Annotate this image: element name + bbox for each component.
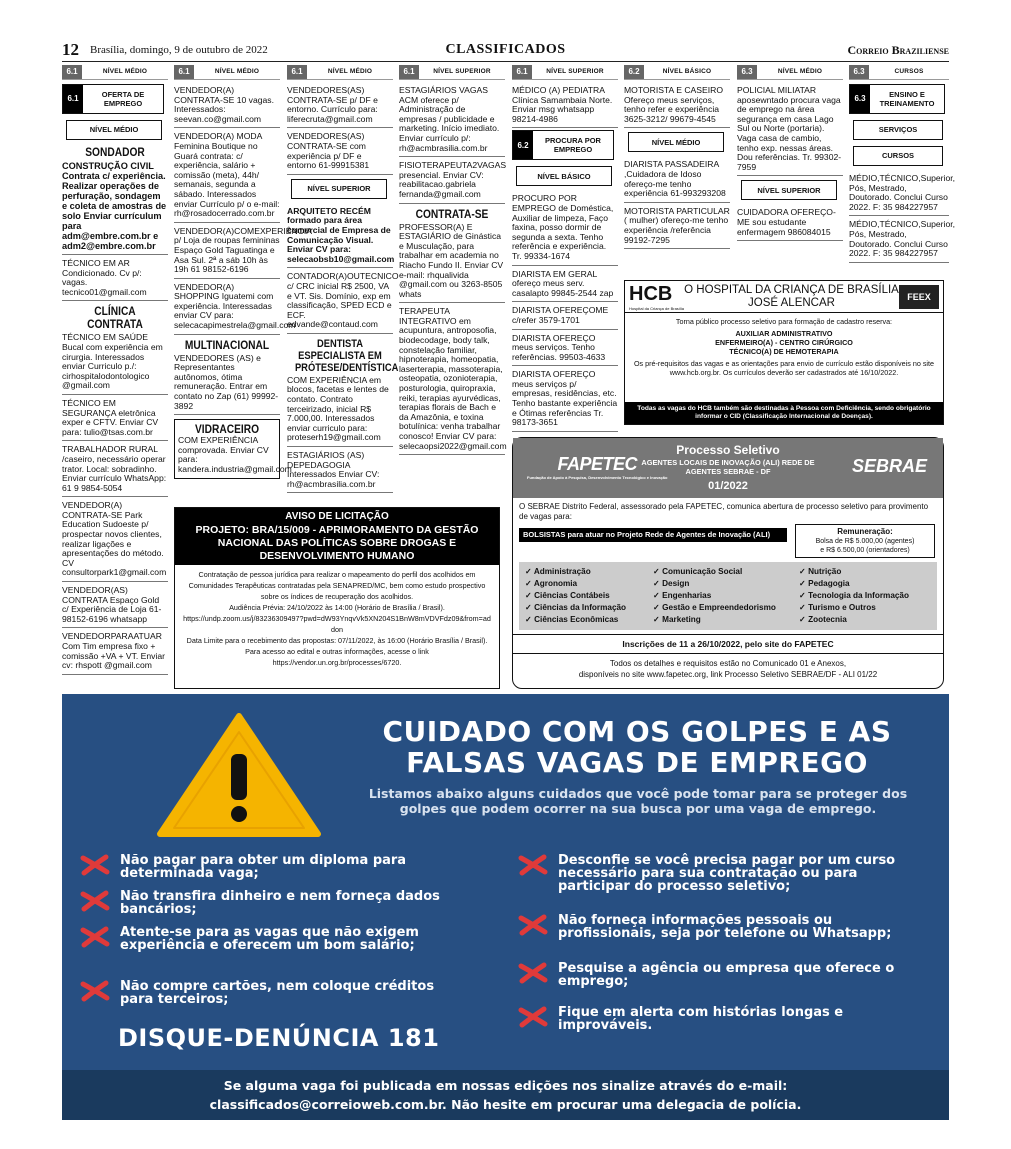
fapetec-link[interactable]: disponíveis no site www.fapetec.org, link Processo Seletivo SEBRAE/DF - ALI 01/22 <box>578 670 878 679</box>
fapetec-row <box>513 524 943 558</box>
ad-heading: CONTRATA-SE <box>415 206 489 221</box>
red-x-icon <box>518 854 548 876</box>
area-item: ✓ Gestão e Empreendedorismo <box>653 602 799 614</box>
scam-tip-text: Não transfira dinheiro e nem forneça dados bancários; <box>120 889 440 917</box>
classified-ad: FISIOTERAPEUTA2VAGAS presencial. Enviar CV: reabilitacao.gabriela fernanda@gmail.com <box>399 159 505 203</box>
classified-ad: CONTADOR(A)OUTECNICO c/ CRC inicial R$ 2500, VA e VT. Sis. Domínio, exp em classificação, SPED ECD e ECF. edvande@contaud.com <box>287 270 393 334</box>
column-tag: 6.2 NÍVEL BÁSICO <box>624 64 730 80</box>
scam-tip <box>518 854 898 893</box>
red-x-icon <box>80 926 110 948</box>
scam-tip-text: Não compre cartões, nem coloque créditos para terceiros; <box>120 979 435 1007</box>
bid-notice-header <box>175 508 499 565</box>
bid-notice-title: AVISO DE LICITAÇÃO <box>285 511 389 522</box>
subcategory-box: NÍVEL BÁSICO <box>516 166 612 186</box>
fapetec-areas <box>519 562 937 630</box>
boxed-ad <box>174 419 292 478</box>
classified-ad: VENDEDORPARAATUAR Com Tim empresa fixo + comissão +VA + VT. Enviar cv: rhspott @gmail.com <box>62 630 168 674</box>
classified-ad: VENDEDORES(AS) CONTRATA-SE p/ DF e entorno. Currículo para: liferecruta@gmail.com <box>287 84 393 128</box>
fapetec-edition: 01/2022 <box>708 480 748 492</box>
column-tag: 6.1 NÍVEL SUPERIOR <box>512 64 618 80</box>
fapetec-agents: AGENTES LOCAIS DE INOVAÇÃO (ALI) REDE DE AGENTES SEBRAE - DF <box>641 458 815 476</box>
fapetec-intro: O SEBRAE Distrito Federal, assessorado pela FAPETEC, comunica abertura de processo seletivo para provimento de vagas para: <box>519 502 929 521</box>
hcb-header <box>625 281 943 313</box>
scam-tip-text: Fique em alerta com histórias longas e improváveis. <box>558 1005 844 1033</box>
classified-ad: DIARISTA OFEREÇOME c/refer 3579-1701 <box>512 304 618 329</box>
bid-notice-body <box>175 565 499 672</box>
classified-ad: VENDEDOR(A)COMEXPERIÊNCIA p/ Loja de roupas femininas Espaço Gold Taguatinga e Asa Sul. 2ª a sáb 10h às 19h 61 98152-6196 <box>174 225 280 279</box>
scam-tip <box>518 914 898 940</box>
hcb-body <box>625 313 943 381</box>
red-x-icon <box>80 854 110 876</box>
classified-ad: MOTORISTA PARTICULAR ( mulher) ofereço-me tenho experiência /referência 99192-7295 <box>624 205 730 249</box>
classified-ad: VENDEDORES (AS) e Representantes autônomos, ótima remuneração. Entrar em contato no Zap (61) 99992-3892 <box>174 352 280 416</box>
classified-ad: DIARISTA OFEREÇO meus serviços p/ empresas, residências, etc. Tenho bastante experiência e Ótimas referências Tr. 98173-3651 <box>512 368 618 432</box>
scam-tip <box>80 926 450 952</box>
classified-ad: MÉDIO,TÉCNICO,Superior, Pós, Mestrado, Doutorado. Conclui Curso 2022. F: 35 984227957 <box>849 218 949 262</box>
fapetec-more: Todos os detalhes e requisitos estão no Comunicado 01 e Anexos, disponíveis no site www.fapetec.org, link Processo Seletivo SEBRAE/DF - ALI 01/22 <box>513 653 943 684</box>
classified-ad: ESTAGIÁRIOS VAGAS ACM oferece p/ Administração de empresas / publicidade e marketing. Início imediato. Enviar currículo p/: rh@acmbrasilia.com.br <box>399 84 505 157</box>
area-item: ✓ Agronomia <box>525 578 653 590</box>
column-3 <box>287 64 399 502</box>
bid-notice-link[interactable]: https://undp.zoom.us/j/83236309497?pwd=dW93YnqvVk5XN204S1BnW8mVDVFdz09&from=addon <box>183 614 491 634</box>
bid-notice-text: Para acesso ao edital e outras informações, acesse o link https://vendor.un.org.br/processes/6720. <box>245 647 429 667</box>
scam-tip <box>518 1006 898 1032</box>
column-tag: 6.1 NÍVEL SUPERIOR <box>399 64 505 80</box>
classified-ad: VENDEDOR(AS) CONTRATA Espaço Gold c/ Experiência de Loja 61-98152-6196 whatsapp <box>62 584 168 628</box>
column-tag: 6.1 NÍVEL MÉDIO <box>174 64 280 80</box>
area-item: ✓ Nutrição <box>799 566 931 578</box>
hcb-logo: HCB Hospital da Criança de Brasília <box>629 282 684 311</box>
area-item: ✓ Marketing <box>653 614 799 626</box>
edition-date: Brasília, domingo, 9 de outubro de 2022 <box>90 44 268 56</box>
column-tag: 6.3 NÍVEL MÉDIO <box>737 64 843 80</box>
scam-tip <box>518 962 898 988</box>
page-header <box>62 40 949 62</box>
page-number: 12 <box>62 40 79 59</box>
red-x-icon <box>518 914 548 936</box>
red-x-icon <box>518 1006 548 1028</box>
subcategory-box: NÍVEL SUPERIOR <box>291 179 387 199</box>
classified-ad: CUIDADORA OFEREÇO-ME sou estudante enfermagem 986084015 <box>737 206 843 241</box>
ad-heading: SONDADOR <box>85 145 145 159</box>
red-x-icon <box>80 980 110 1002</box>
ad-heading: MULTINACIONAL <box>184 337 270 352</box>
classified-ad: PROFESSOR(A) E ESTAGIÁRIO de Ginástica e Musculação, para trabalhar em academia no Riacho Fundo II. Enviar CV e-mail: rhqualivida @gmail.com ou 3263-8505 whats <box>399 221 505 304</box>
fapetec-header <box>513 438 943 498</box>
column-tag: 6.3 CURSOS <box>849 64 949 80</box>
area-item: ✓ Pedagogia <box>799 578 931 590</box>
classified-ad: TRABALHADOR RURAL /caseiro, necessário operar trator. Local: sobradinho. Enviar currículo WhatsApp: 61 9 9854-5054 <box>62 443 168 497</box>
section-title: CLASSIFICADOS <box>445 42 566 57</box>
category-box: 6.2 PROCURA POR EMPREGO <box>512 130 614 160</box>
classified-ad: VENDEDOR(A) CONTRATA-SE 10 vagas. Interessados: seevan.co@gmail.com <box>174 84 280 128</box>
classified-ad: MOTORISTA E CASEIRO Ofereço meus serviços, tenho refer e experiência 3625-3212/ 99679-4545 <box>624 84 730 128</box>
column-7 <box>737 64 843 276</box>
classified-ad: TERAPEUTA INTEGRATIVO em acupuntura, antroposofia, biodecodage, body talk, constelação familiar, hipnoterapia, homeopatia, laserterapia, massoterapia, osteopatia, ozonioterapia, posturologia, quiropraxia, reiki, terapias ayurvédicas, terapias florais de Bach e da Amazônia, e toxina botulínica: venha trabalhar conosco! Enviar CV para: selecaopsi2022@gmail.com <box>399 305 505 455</box>
column-2 <box>174 64 312 502</box>
bid-notice <box>174 507 500 689</box>
fapetec-title: Processo Seletivo <box>676 443 780 457</box>
area-item: ✓ Ciências da Informação <box>525 602 653 614</box>
classified-ad: MÉDICO (A) PEDIATRA Clínica Samambaia Norte. Enviar msg whatsapp 98214-4986 <box>512 84 618 128</box>
category-box: 6.3 ENSINO E TREINAMENTO <box>849 84 945 114</box>
classified-ad: MÉDIO,TÉCNICO,Superior, Pós, Mestrado, Doutorado. Conclui Curso 2022. F: 35 984227957 <box>849 172 949 216</box>
report-strip-email[interactable]: classificados@correioweb.com.br. Não hesite em procurar uma delegacia de polícia. <box>209 1097 802 1112</box>
warning-triangle-icon <box>154 710 324 840</box>
scam-tip <box>80 980 450 1006</box>
classified-ad: DIARISTA OFEREÇO meus serviços. Tenho referências. 99503-4633 <box>512 332 618 367</box>
classified-ad: TÉCNICO EM SEGURANÇA eletrônica exper e CFTV. Enviar CV para: tulio@tsas.com.br <box>62 397 168 441</box>
scam-warning-banner <box>62 694 949 1070</box>
area-item: ✓ Turismo e Outros <box>799 602 931 614</box>
warning-title: CUIDADO COM OS GOLPES E AS FALSAS VAGAS DE EMPREGO <box>382 715 892 779</box>
subcategory-box: SERVIÇOS <box>853 120 943 140</box>
feex-logo: FEEX <box>899 285 939 309</box>
red-x-icon <box>518 962 548 984</box>
scam-tip-text: Não forneça informações pessoais ou profissionais, seja por telefone ou Whatsapp; <box>558 913 892 941</box>
subcategory-box: CURSOS <box>853 146 943 166</box>
classified-ad: VENDEDOR(A) CONTRATA-SE Park Education Sudoeste p/ prospectar novos clientes, realizar ligações e apresentações do método. CV consultorpark1@gmail.com <box>62 499 168 582</box>
classified-ad: VENDEDORES(AS) CONTRATA-SE com experiência p/ DF e entorno 61-99915381 <box>287 130 393 174</box>
bid-notice-project: PROJETO: BRA/15/009 - APRIMORAMENTO DA GESTÃO NACIONAL DAS POLÍTICAS SOBRE DROGAS E DESENVOLVIMENTO HUMANO <box>195 524 479 562</box>
ad-heading: VIDRACEIRO <box>194 422 260 437</box>
red-x-icon <box>80 890 110 912</box>
column-1 <box>62 64 168 694</box>
classified-ad: POLICIAL MILIATAR aposewntado procura vaga de emprego na área segurança em casa Lago Sul ou Norte (portaria). Vaga casa de cambio, tenho exp. nessas áreas. Dou referências. Tr. 99302-7959 <box>737 84 843 176</box>
hcb-intro: Torna público processo seletivo para formação de cadastro reserva: <box>675 317 893 326</box>
bid-notice-text: Audiência Prévia: 24/10/2022 às 14:00 (Horário de Brasília / Brasil). <box>229 603 445 612</box>
classified-ad: ESTAGIÁRIOS (AS) DEPEDAGOGIA Interessados Enviar CV: rh@acmbrasilia.com.br <box>287 449 393 493</box>
classified-ad: VENDEDOR(A) SHOPPING Iguatemi com experiência. Interessadas enviar CV para: selecacapimestrela@gmail.com <box>174 281 280 335</box>
column-4 <box>399 64 505 502</box>
subcategory-box: NÍVEL MÉDIO <box>66 120 162 140</box>
column-tag: 6.1 NÍVEL MÉDIO <box>287 64 393 80</box>
area-item: ✓ Zootecnia <box>799 614 931 626</box>
fapetec-bolsistas: BOLSISTAS para atuar no Projeto Rede de Agentes de Inovação (ALI) <box>519 528 787 542</box>
disque-denuncia: DISQUE-DENÚNCIA 181 <box>118 1024 440 1052</box>
bid-notice-text: Contratação de pessoa jurídica para realizar o mapeamento do perfil dos acolhidos em Comunidades Terapêuticas contratadas pela SENAPRED/MC, bem como estudo prospectivo sobre os índices de recuperação dos acolhidos. <box>188 570 486 601</box>
classified-ad: TÉCNICO EM AR Condicionado. Cv p/: vagas. tecnico01@gmail.com <box>62 257 168 301</box>
classified-ad: VENDEDOR(A) MODA Feminina Boutique no Guará contrata: c/ experiência, salário + comissão (meta), 44h/ semanais, segunda a sábado. Interessados enviar Currículo p/ o e-mail: rh@rosadocerrado.com.br <box>174 130 280 222</box>
area-item: ✓ Administração <box>525 566 653 578</box>
sebrae-logo: SEBRAE <box>851 456 927 476</box>
classified-ad: DIARISTA PASSADEIRA ,Cuidadora de Idoso ofereço-me tenho experiência 61-993293208 <box>624 158 730 202</box>
scam-tip-text: Atente-se para as vagas que não exigem experiência e oferecem um bom salário; <box>120 925 419 953</box>
fapetec-logo: FAPETEC Fundação de Apoio à Pesquisa, Desenvolvimento Tecnológico e Inovação <box>527 454 668 480</box>
column-tag: 6.1 NÍVEL MÉDIO <box>62 64 168 80</box>
fapetec-notice <box>512 437 944 689</box>
report-strip-line: Se alguma vaga foi publicada em nossas edições nos sinalize através do e-mail: <box>223 1078 788 1093</box>
scam-tip <box>80 854 450 880</box>
fapetec-inscricoes: Inscrições de 11 a 26/10/2022, pelo site do FAPETEC <box>513 634 943 653</box>
hcb-roles: AUXILIAR ADMINISTRATIVO ENFERMEIRO(A) - CENTRO CIRÚRGICO TÉCNICO(A) DE HEMOTERAPIA <box>715 329 853 356</box>
hcb-info: Os pré-requisitos das vagas e as orientações para envio de currículo estão disponíveis no site www.hcb.org.br. Os currículos deverão ser cadastrados até 16/10/2022. <box>633 359 935 377</box>
column-6 <box>624 64 730 276</box>
column-5 <box>512 64 618 432</box>
report-strip <box>62 1070 949 1120</box>
category-box: 6.1 OFERTA DE EMPREGO <box>62 84 164 114</box>
hcb-footer: Todas as vagas do HCB também são destinadas à Pessoa com Deficiência, sendo obrigatório informar o CID (Classificação Internacional de Doenças). <box>625 402 943 424</box>
classified-ad: DIARISTA EM GERAL ofereço meus serv. casalapto 99845-2544 zap <box>512 268 618 303</box>
hcb-notice <box>624 280 944 425</box>
classified-ad: TÉCNICO EM SAÚDE Bucal com experiência em cirurgia. Interessados enviar Curriculo p./: cirhospitalodontologico @gmail.com <box>62 331 168 395</box>
classified-ad: CONSTRUÇÃO CIVIL Contrata c/ experiência. Realizar operações de perfuração, sondagem e coleta de amostras de solo Enviar currículum para adm@embre.com.br e adm2@embre.com.br <box>62 159 168 255</box>
scam-tip <box>80 890 450 916</box>
area-item: ✓ Engenharias <box>653 590 799 602</box>
scam-tip-text: Desconfie se você precisa pagar por um curso necessário para sua contratação ou para participar do processo seletivo; <box>558 853 896 894</box>
classified-ad: COM EXPERIÊNCIA comprovada. Enviar CV para: kandera.industria@gmail.com <box>178 435 292 474</box>
ad-heading: CLÍNICA CONTRATA <box>87 304 143 332</box>
hcb-name: O HOSPITAL DA CRIANÇA DE BRASÍLIA JOSÉ ALENCAR <box>684 283 899 309</box>
subcategory-box: NÍVEL SUPERIOR <box>741 180 837 200</box>
fapetec-remuneration: Remuneração: Bolsa de R$ 5.000,00 (agentes) e R$ 6.500,00 (orientadores) <box>795 524 935 558</box>
area-item: ✓ Tecnologia da Informação <box>799 590 931 602</box>
classified-ad: COM EXPERIÊNCIA em blocos, facetas e lentes de contato. Contrato terceirizado, inicial R$ 7.000,00. Interessados enviar curriculo para: proteserh19@gmail.com <box>287 374 393 447</box>
ad-heading: DENTISTA ESPECIALISTA EM PRÓTESE/DENTÍSTICA <box>294 337 399 374</box>
subcategory-box: NÍVEL MÉDIO <box>628 132 724 152</box>
area-item: ✓ Design <box>653 578 799 590</box>
scam-tip-text: Não pagar para obter um diploma para determinada vaga; <box>120 853 407 881</box>
bid-notice-text: Data Limite para o recebimento das propostas: 07/11/2022, às 16:00 (Horário Brasília / Brasil). <box>186 636 488 645</box>
classified-ad: ARQUITETO RECÉM formado para área comercial de Empresa de Comunicação Visual. Enviar CV para: selecaobsb10@gmail.com <box>287 205 393 269</box>
classified-ad: PROCURO POR EMPREGO de Doméstica, Auxiliar de limpeza, Faço faxina, posso dormir de segunda a sexta. Tenho referência e experiência. Tr. 99334-1674 <box>512 192 618 265</box>
column-8 <box>849 64 956 276</box>
area-item: ✓ Comunicação Social <box>653 566 799 578</box>
warning-subtitle: Listamos abaixo alguns cuidados que você pode tomar para se proteger dos golpes que podem ocorrer na sua busca por uma vaga de emprego. <box>368 786 908 816</box>
scam-tip-text: Pesquise a agência ou empresa que oferece o emprego; <box>558 961 895 989</box>
area-item: ✓ Ciências Econômicas <box>525 614 653 626</box>
area-item: ✓ Ciências Contábeis <box>525 590 653 602</box>
newspaper-brand: Correio Braziliense <box>847 43 949 57</box>
